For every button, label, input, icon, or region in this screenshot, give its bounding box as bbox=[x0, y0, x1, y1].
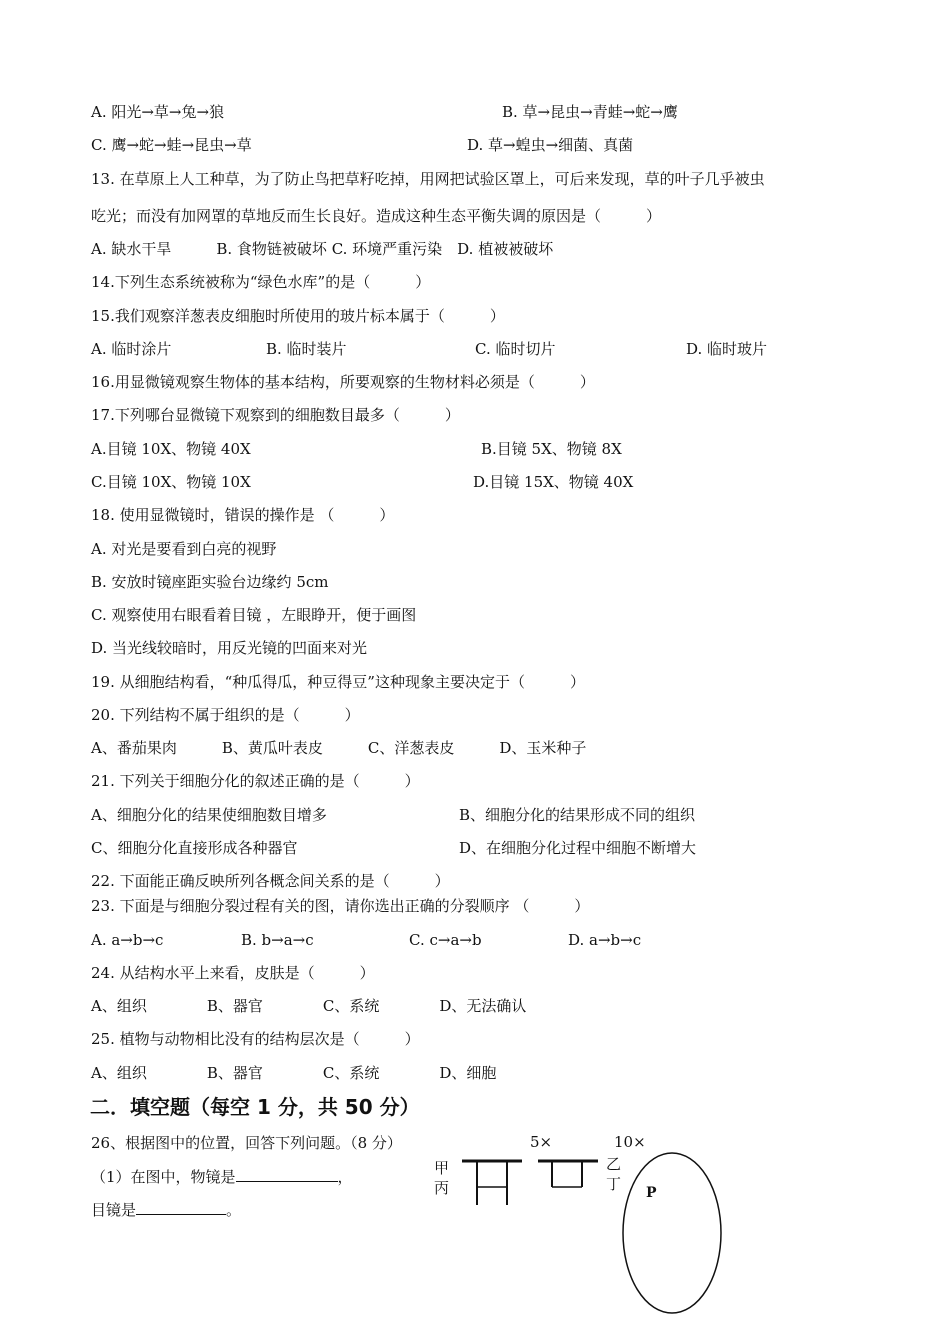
q13-stem-line2: 吃光；而没有加网罩的草地反而生长良好。造成这种生态平衡失调的原因是（ ） bbox=[91, 207, 662, 225]
figure-label-jia: 甲 bbox=[434, 1159, 450, 1177]
q24-options: A、组织 B、器官 C、系统 D、无法确认 bbox=[91, 997, 527, 1015]
figure-mag-right: 10× bbox=[614, 1133, 646, 1151]
q12-option-c: C. 鹰→蛇→蛙→昆虫→草 bbox=[91, 136, 252, 154]
q25-options: A、组织 B、器官 C、系统 D、细胞 bbox=[91, 1064, 497, 1082]
q26-stem: 26、根据图中的位置，回答下列问题。（8 分） bbox=[91, 1134, 402, 1152]
q25-stem: 25. 植物与动物相比没有的结构层次是（ ） bbox=[91, 1030, 420, 1048]
q18-option-d: D. 当光线较暗时，用反光镜的凹面来对光 bbox=[91, 639, 368, 657]
q22-stem: 22. 下面能正确反映所列各概念间关系的是（ ） bbox=[91, 872, 450, 890]
q21-stem: 21. 下列关于细胞分化的叙述正确的是（ ） bbox=[91, 772, 420, 790]
long-lens-shape bbox=[462, 1161, 522, 1205]
q26-part2-prefix: 目镜是 bbox=[91, 1201, 137, 1219]
q13-stem-line1: 13. 在草原上人工种草，为了防止鸟把草籽吃掉，用网把试验区罩上，可后来发现，草的叶子几乎被虫 bbox=[91, 170, 765, 188]
q17-option-c: C.目镜 10X、物镜 10X bbox=[91, 473, 251, 491]
q14-stem: 14.下列生态系统被称为“绿色水库”的是（ ） bbox=[91, 273, 431, 291]
q18-option-a: A. 对光是要看到白亮的视野 bbox=[91, 540, 277, 558]
q20-stem: 20. 下列结构不属于组织的是（ ） bbox=[91, 706, 360, 724]
q19-stem: 19. 从细胞结构看，“种瓜得瓜，种豆得豆”这种现象主要决定于（ ） bbox=[91, 673, 585, 691]
q26-part1-suffix: ， bbox=[337, 1168, 353, 1186]
short-lens-shape bbox=[538, 1161, 598, 1187]
q18-stem: 18. 使用显微镜时，错误的操作是 （ ） bbox=[91, 506, 395, 524]
q15-option-c: C. 临时切片 bbox=[475, 340, 556, 358]
figure-label-bing: 丙 bbox=[434, 1179, 450, 1197]
q12-option-d: D. 草→蝗虫→细菌、真菌 bbox=[467, 136, 634, 154]
q18-option-c: C. 观察使用右眼看着目镜 ，左眼睁开，便于画图 bbox=[91, 606, 417, 624]
q17-stem: 17.下列哪台显微镜下观察到的细胞数目最多（ ） bbox=[91, 406, 460, 424]
q21-option-b: B、细胞分化的结果形成不同的组织 bbox=[459, 806, 696, 824]
q17-option-b: B.目镜 5X、物镜 8X bbox=[481, 440, 622, 458]
q26-part2 bbox=[91, 1200, 241, 1220]
q23-stem: 23. 下面是与细胞分裂过程有关的图，请你选出正确的分裂顺序 （ ） bbox=[91, 897, 590, 915]
q23-option-a: A. a→b→c bbox=[91, 931, 164, 949]
q16-stem: 16.用显微镜观察生物体的基本结构，所要观察的生物材料必须是（ ） bbox=[91, 373, 595, 391]
q23-option-b: B. b→a→c bbox=[241, 931, 314, 949]
q15-option-d: D. 临时玻片 bbox=[686, 340, 768, 358]
q15-option-b: B. 临时装片 bbox=[266, 340, 347, 358]
q21-option-d: D、在细胞分化过程中细胞不断增大 bbox=[459, 839, 697, 857]
q26-part2-suffix: 。 bbox=[226, 1201, 242, 1219]
field-of-view-oval bbox=[623, 1153, 721, 1313]
eyepiece-answer-blank[interactable] bbox=[136, 1200, 226, 1215]
q17-option-d: D.目镜 15X、物镜 40X bbox=[473, 473, 634, 491]
q12-option-b: B. 草→昆虫→青蛙→蛇→鹰 bbox=[502, 103, 678, 121]
q13-options: A. 缺水干旱 B. 食物链被破坏 C. 环境严重污染 D. 植被被破坏 bbox=[91, 240, 554, 258]
figure-label-ding: 丁 bbox=[606, 1175, 622, 1193]
lens-figure bbox=[420, 1125, 740, 1325]
q26-part1 bbox=[91, 1167, 353, 1187]
q15-option-a: A. 临时涂片 bbox=[91, 340, 172, 358]
q18-option-b: B. 安放时镜座距实验台边缘约 5cm bbox=[91, 573, 329, 591]
q23-option-d: D. a→b→c bbox=[568, 931, 642, 949]
q24-stem: 24. 从结构水平上来看，皮肤是（ ） bbox=[91, 964, 375, 982]
figure-label-p: P bbox=[646, 1185, 657, 1201]
figure-label-yi: 乙 bbox=[606, 1155, 622, 1173]
q12-option-a: A. 阳光→草→兔→狼 bbox=[91, 103, 225, 121]
objective-answer-blank[interactable] bbox=[236, 1167, 338, 1182]
section-heading-fill-in: 二．填空题（每空 1 分，共 50 分） bbox=[90, 1095, 420, 1119]
figure-mag-left: 5× bbox=[530, 1133, 553, 1151]
q21-option-c: C、细胞分化直接形成各种器官 bbox=[91, 839, 298, 857]
q26-part1-prefix: （1）在图中，物镜是 bbox=[91, 1168, 236, 1186]
q21-option-a: A、细胞分化的结果使细胞数目增多 bbox=[91, 806, 327, 824]
q20-options: A、番茄果肉 B、黄瓜叶表皮 C、洋葱表皮 D、玉米种子 bbox=[91, 739, 587, 757]
q17-option-a: A.目镜 10X、物镜 40X bbox=[91, 440, 251, 458]
q23-option-c: C. c→a→b bbox=[409, 931, 482, 949]
q15-stem: 15.我们观察洋葱表皮细胞时所使用的玻片标本属于（ ） bbox=[91, 307, 505, 325]
